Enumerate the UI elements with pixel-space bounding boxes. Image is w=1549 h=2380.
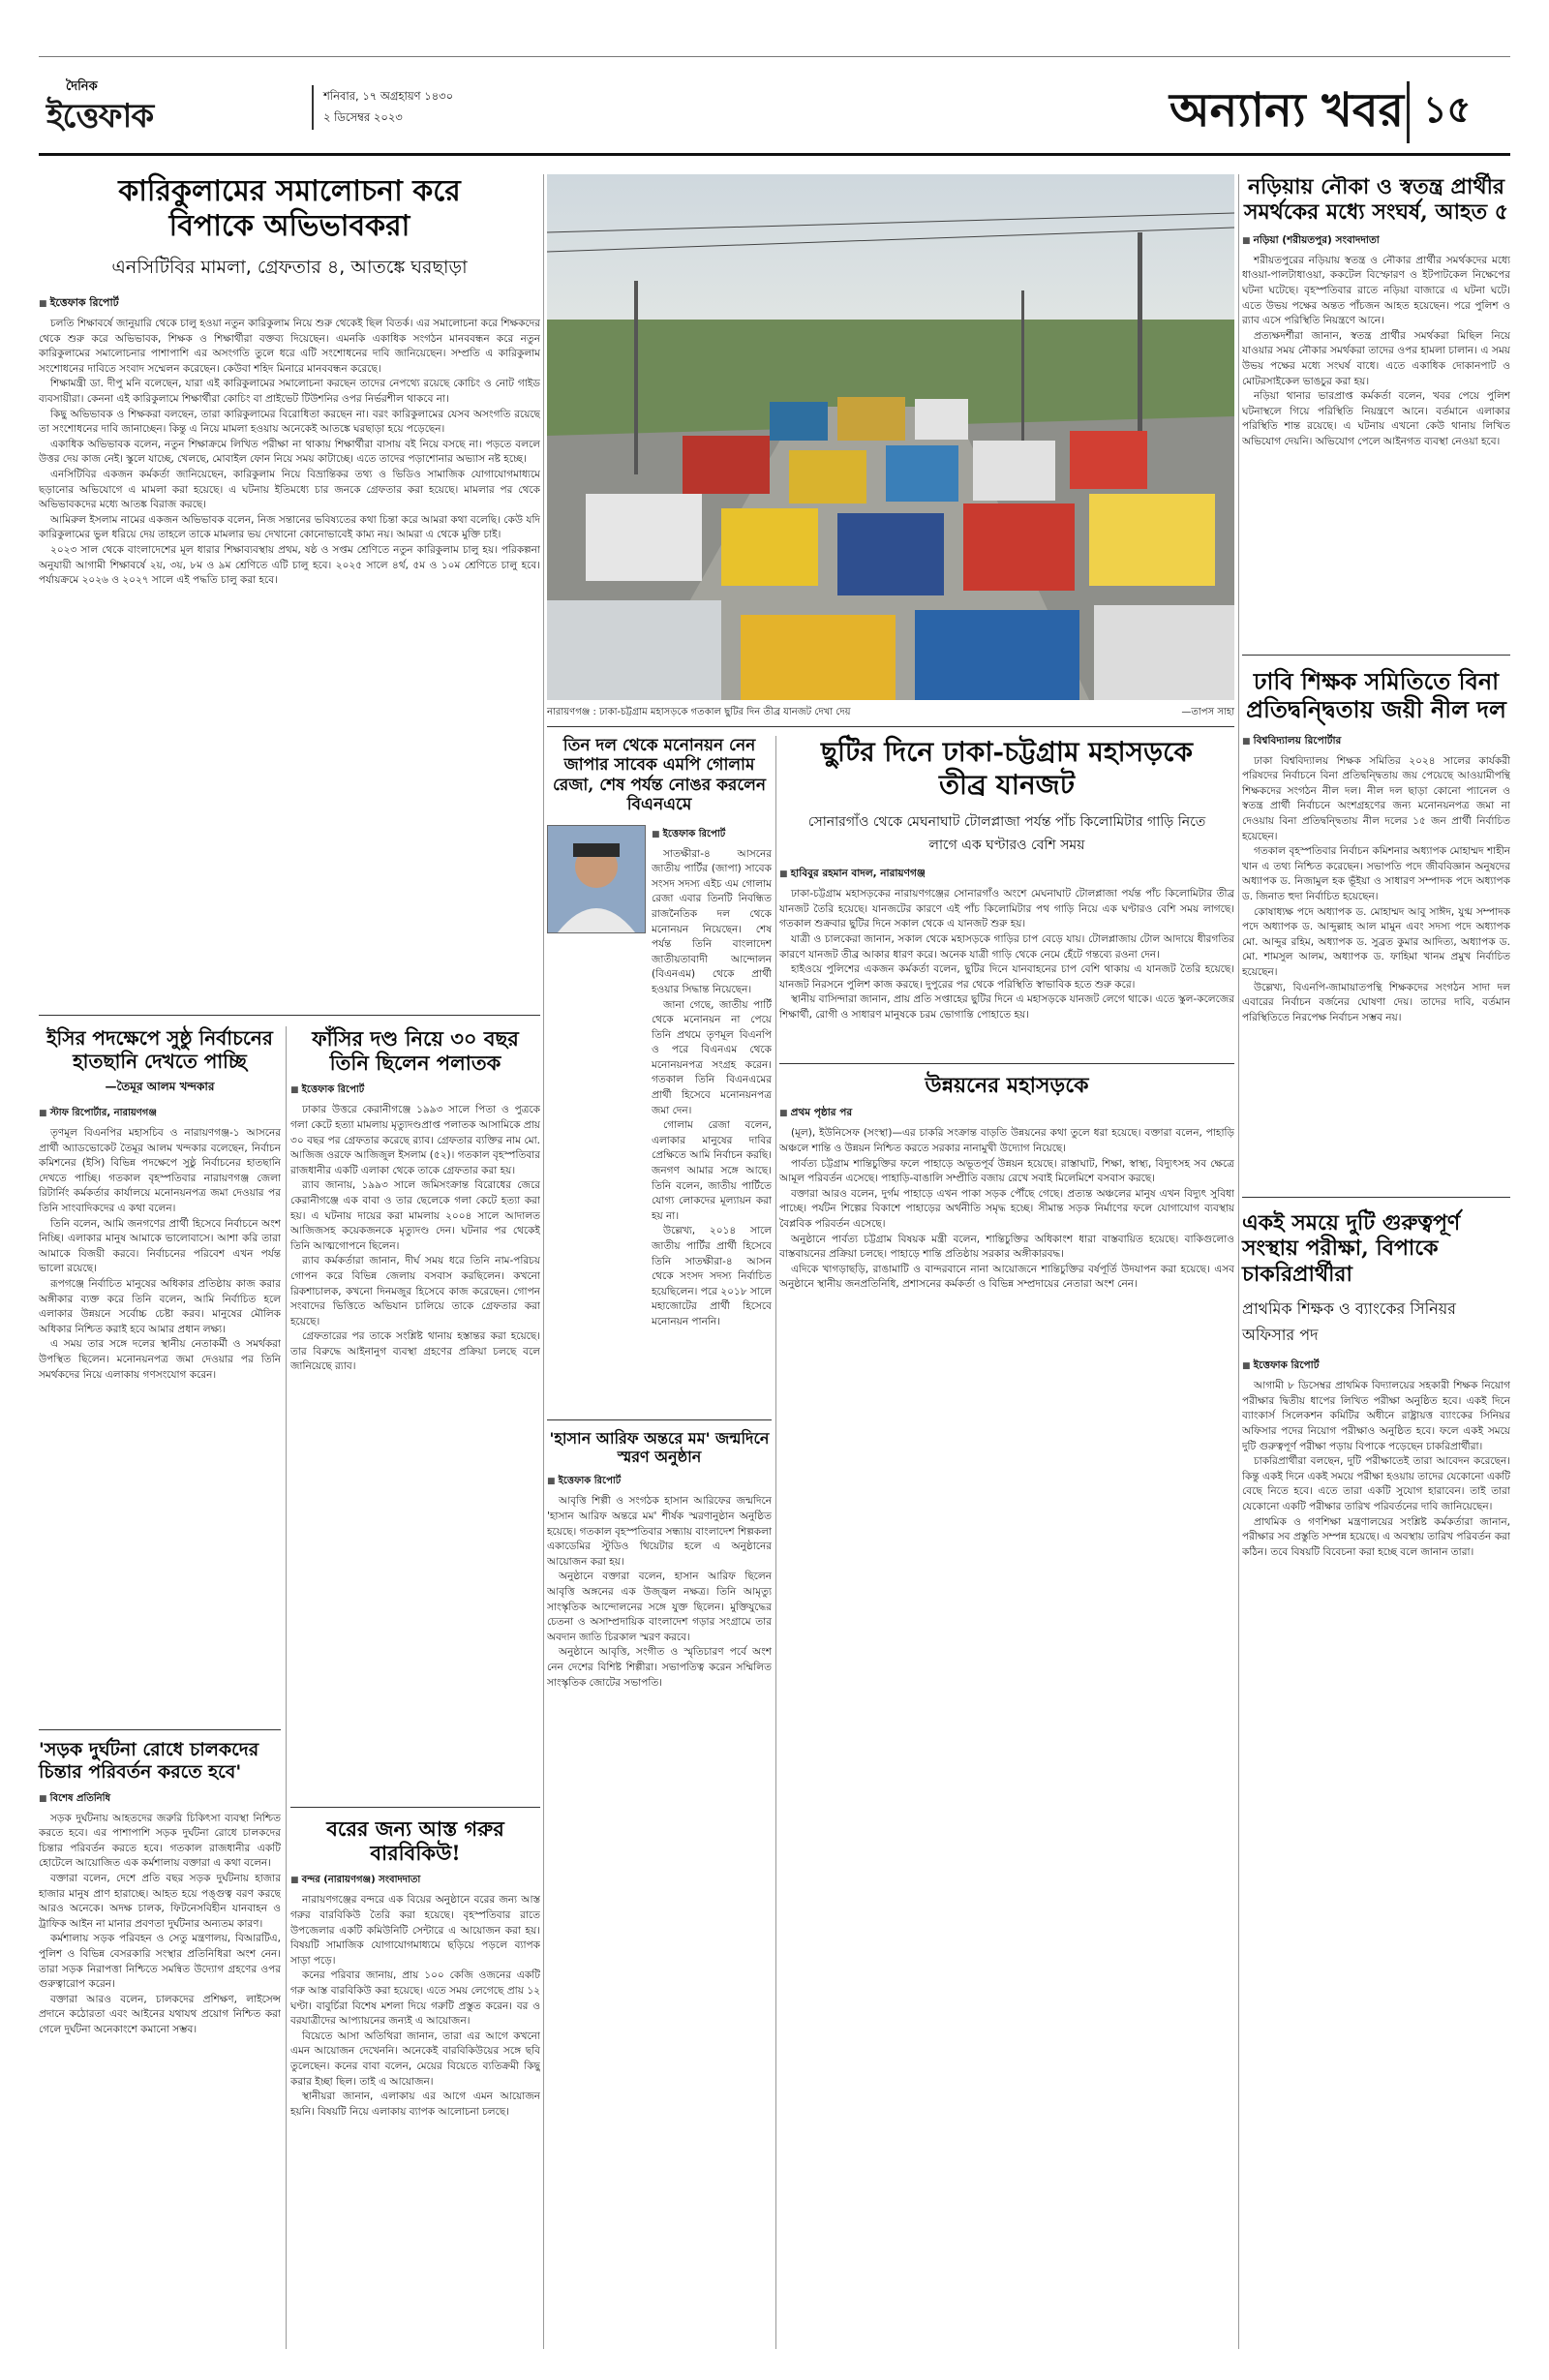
nadia-body <box>1242 254 1510 593</box>
nomination-para: জানা গেছে, জাতীয় পার্টি থেকে মনোনয়ন না পেয়ে তিনি প্রথমে তৃণমূল বিএনপি ও পরে বিএনএম থেকে মনোনয়নপত্র সংগ্রহ করেন। গতকাল তিনি বিএনএমের প্রার্থী হিসেবে মনোনয়নপত্র জমা দেন। <box>652 998 772 1116</box>
top-border <box>39 56 1510 57</box>
hasan-para: অনুষ্ঠানে বক্তারা বলেন, হাসান আরিফ ছিলেন আবৃত্তি অঙ্গনের এক উজ্জ্বল নক্ষত্র। তিনি আমৃত্যু সাংস্কৃতিক আন্দোলনের সঙ্গে যুক্ত ছিলেন। মুক্তিযুদ্ধের চেতনা ও অসাম্প্রদায়িক বাংলাদেশ গড়ার সংগ্রামে তার অবদান জাতি চিরকাল স্মরণ করবে। <box>547 1571 772 1643</box>
exam-body <box>1242 1379 1510 2308</box>
highway-para: হাইওয়ে পুলিশের একজন কর্মকর্তা বলেন, ছুটির দিনে যানবাহনের চাপ বেশি থাকায় এ যানজট তৈরি হয়েছে। যানজট নিরসনে পুলিশ কাজ করছে। দুপুরের পর থেকে পরিস্থিতি স্বাভাবিক হতে শুরু করে। <box>779 963 1234 991</box>
date-gregorian: ২ ডিসেম্বর ২০২৩ <box>323 110 403 124</box>
exam-para: প্রাথমিক ও গণশিক্ষা মন্ত্রণালয়ের সংশ্লিষ্ট কর্মকর্তারা জানান, পরীক্ষার সব প্রস্তুতি সম্পন্ন হয়েছে। এ অবস্থায় তারিখ পরিবর্তন করা কঠিন। তবে বিষয়টি বিবেচনা করা হচ্ছে বলে জানান তারা। <box>1242 1515 1510 1558</box>
hanging-body <box>290 1103 540 1771</box>
development-headline: উন্নয়নের মহাসড়কে <box>925 1073 1089 1098</box>
dhabi-story <box>1242 668 1510 1191</box>
highway-para: যাত্রী ও চালকেরা জানান, সকাল থেকে মহাসড়কে গাড়ির চাপ বেড়ে যায়। টোলপ্লাজায় টোল আদায়ে ধীরগতির কারণে যানজট তীব্র আকার ধারণ করে। অনেক যাত্রী গাড়ি থেকে নেমে হেঁটে গন্তব্যে রওনা দেন। <box>779 932 1234 961</box>
exam-headline: একই সময়ে দুটি গুরুত্বপূর্ণ সংস্থায় পরীক্ষা, বিপাকে চাকরিপ্রার্থীরা <box>1242 1210 1461 1287</box>
photo-caption <box>547 705 1234 721</box>
hanging-headline: ফাঁসির দণ্ড নিয়ে ৩০ বছর তিনি ছিলেন পলাতক <box>312 1026 519 1076</box>
lead-body <box>39 317 540 975</box>
newspaper-logo <box>46 77 298 136</box>
divider <box>779 1063 1234 1064</box>
development-para: অনুষ্ঠানে পার্বত্য চট্টগ্রাম বিষয়ক মন্ত্রী বলেন, শান্তিচুক্তির অধিকাংশ ধারা বাস্তবায়িত হয়েছে। বাকিগুলোও বাস্তবায়নের প্রক্রিয়া চলছে। পাহাড়ে শান্তি প্রতিষ্ঠায় সরকার অঙ্গীকারবদ্ধ। <box>779 1233 1234 1261</box>
hasan-para: অনুষ্ঠানে আবৃত্তি, সংগীত ও স্মৃতিচারণ পর্বে অংশ নেন দেশের বিশিষ্ট শিল্পীরা। সভাপতিত্ব করেন সম্মিলিত সাংস্কৃতিক জোটের সভাপতি। <box>547 1646 772 1689</box>
divider <box>1242 1197 1510 1198</box>
dhabi-para: কোষাধ্যক্ষ পদে অধ্যাপক ড. মোহাম্মদ আবু সাঈদ, যুগ্ম সম্পাদক পদে অধ্যাপক ড. আব্দুল্লাহ আল মামুন এবং সদস্য পদে অধ্যাপক মো. আব্দুর রহিম, অধ্যাপক ড. সুব্রত কুমার আদিত্য, অধ্যাপক ড. মো. শামসুল আলম, অধ্যাপক ড. ফাহিমা খানম প্রমুখ নির্বাচিত হয়েছেন। <box>1242 905 1510 978</box>
election-story <box>39 1026 281 1724</box>
traffic-photo <box>547 174 1234 700</box>
highway-subhead: সোনারগাঁও থেকে মেঘনাঘাট টোলপ্লাজা পর্যন্ত পাঁচ কিলোমিটার গাড়ি নিতে লাগে এক ঘণ্টারও বেশি সময় <box>807 814 1206 854</box>
nomination-byline: ■ ইত্তেফাক রিপোর্ট <box>547 827 772 843</box>
dhabi-para: গতকাল বৃহস্পতিবার নির্বাচন কমিশনার অধ্যাপক মোহাম্মদ শাহীন খান এ তথ্য নিশ্চিত করেছেন। সভাপতি পদে জীববিজ্ঞান অনুষদের অধ্যাপক ড. নিজামুল হক ভূঁইয়া ও সাধারণ সম্পাদক পদে অধ্যাপক ড. জিনাত হুদা নির্বাচিত হয়েছেন। <box>1242 845 1510 902</box>
road-story <box>39 1739 281 2349</box>
hanging-story <box>290 1026 540 1801</box>
election-para: তৃণমূল বিএনপির মহাসচিব ও নারায়ণগঞ্জ-১ আসনের প্রার্থী অ্যাডভোকেট তৈমূর আলম খন্দকার বলেছেন, নির্বাচন কমিশনের (ইসি) বিভিন্ন পদক্ষেপে সুষ্ঠু নির্বাচনের হাতছানি দেখতে পাচ্ছি। গতকাল বৃহস্পতিবার নারায়ণগঞ্জ জেলা রিটার্নিং কর্মকর্তার কার্যালয়ে মনোনয়নপত্র জমা দেওয়ার পর তিনি সাংবাদিকদের এ কথা বলেন। <box>39 1127 281 1214</box>
column-rule <box>1238 174 1239 2349</box>
exam-subhead: প্রাথমিক শিক্ষক ও ব্যাংকের সিনিয়র অফিসার পদ <box>1242 1299 1456 1345</box>
logo-title: ইত্তেফাক <box>46 97 154 136</box>
highway-para: ঢাকা-চট্টগ্রাম মহাসড়কের নারায়ণগঞ্জের সোনারগাঁও অংশে মেঘনাঘাট টোলপ্লাজা পর্যন্ত পাঁচ কিলোমিটার তীব্র যানজট তৈরি হয়েছে। যানজটের কারণে এই পাঁচ কিলোমিটার পথ গাড়ি নিয়ে এক ঘণ্টারও বেশি সময় লাগছে। গতকাল শুক্রবার ছুটির দিনে সকাল থেকে এ যানজট শুরু হয়। <box>779 888 1234 931</box>
cattle-story <box>290 1816 540 2349</box>
divider <box>39 1729 281 1730</box>
hasan-para: আবৃত্তি শিল্পী ও সংগঠক হাসান আরিফের জন্মদিনে 'হাসান আরিফ অন্তরে মম' শীর্ষক স্মরণানুষ্ঠান অনুষ্ঠিত হয়েছে। গতকাল বৃহস্পতিবার সন্ধ্যায় বাংলাদেশ শিল্পকলা একাডেমির স্টুডিও থিয়েটার হলে এ অনুষ্ঠানের আয়োজন করা হয়। <box>547 1495 772 1568</box>
cattle-byline: ■ বন্দর (নারায়ণগঞ্জ) সংবাদদাতা <box>290 1873 540 1889</box>
page-number: ১৫ <box>1407 81 1501 143</box>
hasan-headline: 'হাসান আরিফ অন্তরে মম' জন্মদিনে স্মরণ অনুষ্ঠান <box>549 1429 770 1467</box>
hanging-para: র‍্যাব জানায়, ১৯৯৩ সালে জমিসংক্রান্ত বিরোধের জেরে কেরানীগঞ্জে এক বাবা ও তার ছেলেকে গলা কেটে হত্যা করা হয়। এ ঘটনায় দায়ের করা মামলায় ২০০৪ সালে আদালত আজিজসহ কয়েকজনকে মৃত্যুদণ্ড দেন। ঘটনার পর থেকেই তিনি আত্মগোপনে ছিলেন। <box>290 1179 540 1252</box>
cattle-para: বিয়েতে আসা অতিথিরা জানান, তারা এর আগে কখনো এমন আয়োজন দেখেননি। অনেকেই বারবিকিউয়ের সঙ্গে ছবি তুলেছেন। কনের বাবা বলেন, মেয়ের বিয়েতে ব্যতিক্রমী কিছু করার ইচ্ছা ছিল। তাই এ আয়োজন। <box>290 2029 540 2088</box>
person-photo-icon <box>548 826 645 932</box>
lead-para: এনসিটিবির একজন কর্মকর্তা জানিয়েছেন, কারিকুলাম নিয়ে বিভ্রান্তিকর তথ্য ও ভিডিও সামাজিক যোগাযোগমাধ্যমে ছড়ানোর অভিযোগে এ মামলা করা হয়েছে। এ ঘটনায় ইতিমধ্যে চার জনকে গ্রেফতার করা হয়েছে। মামলার পর থেকে অভিভাবকদের মধ্যে আতঙ্ক বিরাজ করছে। <box>39 468 540 511</box>
nomination-para: সাতক্ষীরা-৪ আসনের জাতীয় পার্টির (জাপা) সাবেক সংসদ সদস্য এইচ এম গোলাম রেজা এবার তিনটি নিবন্ধিত রাজনৈতিক দল থেকে মনোনয়ন নিয়েছেন। শেষ পর্যন্ত তিনি বাংলাদেশ জাতীয়তাবাদী আন্দোলন (বিএনএম) থেকে প্রার্থী হওয়ার সিদ্ধান্ত নিয়েছেন। <box>652 847 772 995</box>
exam-para: চাকরিপ্রার্থীরা বলছেন, দুটি পরীক্ষাতেই তারা আবেদন করেছেন। কিন্তু একই দিনে একই সময়ে পরীক্ষা হওয়ায় তাদের যেকোনো একটি বেছে নিতে হবে। এতে তারা একটি সুযোগ হারাবেন। তাই তারা যেকোনো একটি পরীক্ষার তারিখ পরিবর্তনের দাবি জানিয়েছেন। <box>1242 1455 1510 1512</box>
column-rule <box>543 174 544 2349</box>
cattle-body <box>290 1893 540 2329</box>
highway-byline: ■ হাবিবুর রহমান বাদল, নারায়ণগঞ্জ <box>779 867 1234 883</box>
exam-byline: ■ ইত্তেফাক রিপোর্ট <box>1242 1358 1510 1375</box>
cattle-para: নারায়ণগঞ্জের বন্দরে এক বিয়ের অনুষ্ঠানে বরের জন্য আস্ত গরুর বারবিকিউ তৈরি করা হয়েছে। বৃহস্পতিবার রাতে উপজেলার একটি কমিউনিটি সেন্টারে এ আয়োজন করা হয়। বিষয়টি সামাজিক যোগাযোগমাধ্যমে ছড়িয়ে পড়লে ব্যাপক সাড়া পড়ে। <box>290 1894 540 1967</box>
lead-byline: ■ ইত্তেফাক রিপোর্ট <box>39 294 540 313</box>
nomination-para: গোলাম রেজা বলেন, এলাকার মানুষের দাবির প্রেক্ষিতে আমি নির্বাচন করছি। জনগণ আমার সঙ্গে আছে। তিনি বলেন, জাতীয় পার্টিতে যোগ্য লোকদের মূল্যায়ন করা হয় না। <box>652 1119 772 1222</box>
exam-para: আগামী ৮ ডিসেম্বর প্রাথমিক বিদ্যালয়ের সহকারী শিক্ষক নিয়োগ পরীক্ষার দ্বিতীয় ধাপের লিখিত পরীক্ষা অনুষ্ঠিত হবে। একই দিনে ব্যাংকার্স সিলেকশন কমিটির অধীনে রাষ্ট্রায়ত্ত ব্যাংকের সিনিয়র অফিসার পদের নিয়োগ পরীক্ষাও অনুষ্ঠিত হবে। ফলে একই সময়ে দুটি গুরুত্বপূর্ণ পরীক্ষা পড়ায় বিপাকে পড়েছেন চাকরিপ্রার্থীরা। <box>1242 1380 1510 1452</box>
lead-para: কিছু অভিভাবক ও শিক্ষকরা বলছেন, তারা কারিকুলামের বিরোধিতা করছেন না। বরং কারিকুলামের যেসব অসংগতি রয়েছে তা সংশোধনের দাবি জানাচ্ছেন। কিন্তু এ নিয়ে মামলা হওয়ায় অনেকেই আতঙ্কে ঘরছাড়া হয়ে পড়েছেন। <box>39 408 540 436</box>
development-para: (মূল), ইউনিসেফ (সংস্থা)—এর চাকরি সংক্রান্ত বাড়তি উন্নয়নের কথা তুলে ধরা হয়েছে। বক্তারা বলেন, পাহাড়ি অঞ্চলে শান্তি ও উন্নয়ন নিশ্চিত করতে সরকার নানামুখী উদ্যোগ নিয়েছে। <box>779 1127 1234 1154</box>
hasan-body <box>547 1494 772 2327</box>
lead-para: শিক্ষামন্ত্রী ডা. দীপু মনি বলেছেন, যারা এই কারিকুলামের সমালোচনা করছেন তাদের নেপথ্যে রয়েছে কোচিং ও নোট গাইড ব্যবসায়ীরা। কেননা এই কারিকুলামে শিক্ষার্থীরা কোচিং বা প্রাইভেট টিউশনির ওপর নির্ভরশীল থাকবে না। <box>39 378 540 405</box>
nadia-para: নড়িয়া থানার ভারপ্রাপ্ত কর্মকর্তা বলেন, খবর পেয়ে পুলিশ ঘটনাস্থলে গিয়ে পরিস্থিতি নিয়ন্ত্রণে আনে। বর্তমানে এলাকার পরিস্থিতি শান্ত রয়েছে। এ ঘটনায় এখনো কেউ থানায় লিখিত অভিযোগ দেয়নি। অভিযোগ পেলে আইনগত ব্যবস্থা নেওয়া হবে। <box>1242 390 1510 447</box>
dhabi-body <box>1242 754 1510 1142</box>
caption-text: নারায়ণগঞ্জ : ঢাকা-চট্টগ্রাম মহাসড়কে গতকাল ছুটির দিন তীব্র যানজট দেখা দেয় <box>547 707 851 717</box>
hasan-byline: ■ ইত্তেফাক রিপোর্ট <box>547 1474 772 1490</box>
lead-subhead: এনসিটিবির মামলা, গ্রেফতার ৪, আতঙ্কে ঘরছাড়া <box>111 257 468 278</box>
date-bengali: শনিবার, ১৭ অগ্রহায়ণ ১৪৩০ <box>323 89 454 103</box>
hanging-byline: ■ ইত্তেফাক রিপোর্ট <box>290 1083 540 1099</box>
highway-headline: ছুটির দিনে ঢাকা-চট্টগ্রাম মহাসড়কে তীব্র যানজট <box>821 736 1193 801</box>
nomination-story <box>547 736 772 1414</box>
lead-story <box>39 174 540 1007</box>
nadia-para: শরীয়তপুরের নড়িয়ায় স্বতন্ত্র ও নৌকার প্রার্থীর সমর্থকদের মধ্যে ধাওয়া-পালটাধাওয়া, ককটেল বিস্ফোরণ ও ইটপাটকেল নিক্ষেপের ঘটনা ঘটেছে। বৃহস্পতিবার রাতে নড়িয়া বাজারে এ ঘটনা ঘটে। এতে উভয় পক্ষের অন্তত পাঁচজন আহত হয়েছেন। পরে পুলিশ ও র‍্যাব এসে পরিস্থিতি নিয়ন্ত্রণে আনে। <box>1242 254 1510 327</box>
divider <box>547 726 1234 727</box>
road-para: কর্মশালায় সড়ক পরিবহন ও সেতু মন্ত্রণালয়, বিআরটিএ, পুলিশ ও বিভিন্ন বেসরকারি সংস্থার প্রতিনিধিরা অংশ নেন। তারা সড়ক নিরাপত্তা নিশ্চিতে সমন্বিত উদ্যোগ গ্রহণের ওপর গুরুত্বারোপ করেন। <box>39 1933 281 1991</box>
column-rule <box>286 1026 287 2349</box>
divider <box>290 1807 540 1808</box>
nomination-body <box>652 847 772 1370</box>
nomination-para: উল্লেখ্য, ২০১৪ সালে জাতীয় পার্টির প্রার্থী হিসেবে তিনি সাতক্ষীরা-৪ আসন থেকে সংসদ সদস্য নির্বাচিত হয়েছিলেন। পরে ২০১৮ সালে মহাজোটের প্রার্থী হিসেবে মনোনয়ন পাননি। <box>652 1225 772 1327</box>
hanging-para: ঢাকার উত্তরে কেরানীগঞ্জে ১৯৯৩ সালে পিতা ও পুত্রকে গলা কেটে হত্যা মামলায় মৃত্যুদণ্ডপ্রাপ্ত পলাতক আসামিকে প্রায় ৩০ বছর পর গ্রেফতার করেছে র‍্যাব। গ্রেফতার ব্যক্তির নাম মো. আজিজ ওরফে আজিজুল ইসলাম (৫২)। গতকাল বৃহস্পতিবার রাজধানীর একটি এলাকা থেকে তাকে গ্রেফতার করা হয়। <box>290 1104 540 1176</box>
road-para: বক্তারা আরও বলেন, চালকদের প্রশিক্ষণ, লাইসেন্স প্রদানে কঠোরতা এবং আইনের যথাযথ প্রয়োগ নিশ্চিত করা গেলে দুর্ঘটনা অনেকাংশে কমানো সম্ভব। <box>39 1993 281 2035</box>
development-para: এদিকে খাগড়াছড়ি, রাঙামাটি ও বান্দরবানে নানা আয়োজনে শান্তিচুক্তির বর্ষপূর্তি উদযাপন করা হয়েছে। এসব অনুষ্ঠানে স্থানীয় জনপ্রতিনিধি, প্রশাসনের কর্মকর্তা ও বিভিন্ন সম্প্রদায়ের নেতারা অংশ নেন। <box>779 1263 1234 1291</box>
column-rule <box>775 736 776 2349</box>
exam-story <box>1242 1210 1510 2353</box>
lead-headline: কারিকুলামের সমালোচনা করে বিপাকে অভিভাবকরা <box>118 174 461 243</box>
traffic-jam-image <box>547 174 1234 700</box>
election-body <box>39 1126 281 1688</box>
dhabi-headline: ঢাবি শিক্ষক সমিতিতে বিনা প্রতিদ্বন্দ্বিতায় জয়ী নীল দল <box>1246 667 1506 723</box>
divider <box>547 1419 772 1420</box>
photo-credit: —তাপস সাহা <box>1181 707 1234 717</box>
election-headline: ইসির পদক্ষেপে সুষ্ঠু নির্বাচনের হাতছানি দেখতে পাচ্ছি <box>46 1026 273 1073</box>
road-para: বক্তারা বলেন, দেশে প্রতি বছর সড়ক দুর্ঘটনায় হাজার হাজার মানুষ প্রাণ হারাচ্ছে। আহত হয়ে পঙ্গুত্ব বরণ করছে আরও অনেকে। অদক্ষ চালক, ফিটনেসবিহীন যানবাহন ও ট্রাফিক আইন না মানার প্রবণতা দুর্ঘটনার অন্যতম কারণ। <box>39 1872 281 1930</box>
lead-para: একাধিক অভিভাবক বলেন, নতুন শিক্ষাক্রমে লিখিত পরীক্ষা না থাকায় শিক্ষার্থীরা বাসায় বই নিয়ে বসছে না। পড়তে বললে উত্তর দেয় কাজ নেই। স্কুলে যাচ্ছে, খেলছে, মোবাইল ফোন নিয়ে সময় কাটাচ্ছে। এতে তাদের পড়াশোনার অভ্যাস নষ্ট হচ্ছে। <box>39 438 540 466</box>
hasan-story <box>547 1429 772 2349</box>
lead-para: আমিরুল ইসলাম নামের একজন অভিভাবক বলেন, নিজ সন্তানের ভবিষ্যতের কথা চিন্তা করে আমরা কথা বলেছি। কেউ যদি কারিকুলামের ভুল ধরিয়ে দেয় তাহলে তাকে মামলার ভয় দেখানো কোনোভাবেই কাম্য নয়। আমরা এ থেকে মুক্তি চাই। <box>39 513 540 541</box>
lead-para: ২০২৩ সাল থেকে বাংলাদেশের মূল ধারার শিক্ষাব্যবস্থায় প্রথম, ষষ্ঠ ও সপ্তম শ্রেণিতে নতুন কারিকুলাম চালু হয়। পরিকল্পনা অনুযায়ী আগামী শিক্ষাবর্ষে ২য়, ৩য়, ৮ম ও ৯ম শ্রেণিতে এটি চালু হবে। ২০২৫ সালে ৪র্থ, ৫ম ও ১০ম শ্রেণিতে চালু হবে। পর্যায়ক্রমে ২০২৬ ও ২০২৭ সালে এই পদ্ধতি চালু করা হবে। <box>39 543 540 587</box>
election-para: এ সময় তার সঙ্গে দলের স্থানীয় নেতাকর্মী ও সমর্থকরা উপস্থিত ছিলেন। মনোনয়নপত্র জমা দেওয়ার পর তিনি সমর্থকদের নিয়ে এলাকায় গণসংযোগ করেন। <box>39 1338 281 1381</box>
development-label: ■ প্রথম পৃষ্ঠার পর <box>779 1106 1234 1122</box>
divider <box>1242 655 1510 656</box>
nadia-byline: ■ নড়িয়া (শরীয়তপুর) সংবাদদাতা <box>1242 233 1510 250</box>
cattle-headline: বরের জন্য আস্ত গরুর বারবিকিউ! <box>326 1816 504 1866</box>
election-author: —তৈমূর আলম খন্দকার <box>105 1080 215 1093</box>
masthead <box>39 76 1510 143</box>
masthead-rule <box>39 153 1510 156</box>
development-para: পার্বত্য চট্টগ্রাম শান্তিচুক্তির ফলে পাহাড়ে অভূতপূর্ব উন্নয়ন হয়েছে। রাস্তাঘাট, শিক্ষা, স্বাস্থ্য, বিদ্যুৎসহ সব ক্ষেত্রে আমূল পরিবর্তন এসেছে। পাহাড়ি-বাঙালি সম্প্রীতি বজায় রেখে সবাই মিলেমিশে বসবাস করছে। <box>779 1157 1234 1185</box>
section-title: অন্যান্য খবর <box>1169 83 1404 137</box>
nomination-portrait <box>547 825 646 933</box>
date-block <box>312 85 536 130</box>
highway-para: স্থানীয় বাসিন্দারা জানান, প্রায় প্রতি সপ্তাহের ছুটির দিনে এ মহাসড়কে যানজট লেগে থাকে। এতে স্কুল-কলেজের শিক্ষার্থী, রোগী ও সাধারণ মানুষকে চরম ভোগান্তি পোহাতে হয়। <box>779 993 1234 1021</box>
nadia-story <box>1242 174 1510 649</box>
dhabi-byline: ■ বিশ্ববিদ্যালয় রিপোর্টার <box>1242 734 1510 750</box>
cattle-para: কনের পরিবার জানায়, প্রায় ১০০ কেজি ওজনের একটি গরু আস্ত বারবিকিউ করা হয়েছে। এতে সময় লেগেছে প্রায় ১২ ঘণ্টা। বাবুর্চিরা বিশেষ মশলা দিয়ে গরুটি প্রস্তুত করেন। বর ও বরযাত্রীদের আপ্যায়নের জন্যই এ আয়োজন। <box>290 1969 540 2028</box>
dhabi-para: উল্লেখ্য, বিএনপি-জামায়াতপন্থি শিক্ষকদের সংগঠন সাদা দল এবারের নির্বাচন বর্জনের ঘোষণা দেয়। তাদের দাবি, বর্তমান পরিস্থিতিতে নিরপেক্ষ নির্বাচন সম্ভব নয়। <box>1242 981 1510 1023</box>
divider <box>39 1015 540 1016</box>
nadia-headline: নড়িয়ায় নৌকা ও স্বতন্ত্র প্রার্থীর সমর্থকের মধ্যে সংঘর্ষ, আহত ৫ <box>1243 174 1509 226</box>
road-para: সড়ক দুর্ঘটনায় আহতদের জরুরি চিকিৎসা ব্যবস্থা নিশ্চিত করতে হবে। এর পাশাপাশি সড়ক দুর্ঘটনা রোধে চালকদের চিন্তার পরিবর্তন করতে হবে। গতকাল রাজধানীর একটি হোটেলে আয়োজিত এক কর্মশালায় বক্তারা এ কথা বলেন। <box>39 1812 281 1870</box>
election-para: রূপগঞ্জে নির্বাচিত মানুষের অধিকার প্রতিষ্ঠায় কাজ করার অঙ্গীকার ব্যক্ত করে তিনি বলেন, আমি নির্বাচিত হলে এলাকার উন্নয়নে সর্বোচ্চ চেষ্টা করব। মানুষের মৌলিক অধিকার নিশ্চিত করাই হবে আমার প্রধান লক্ষ্য। <box>39 1277 281 1335</box>
hanging-para: র‍্যাব কর্মকর্তারা জানান, দীর্ঘ সময় ধরে তিনি নাম-পরিচয় গোপন করে বিভিন্ন জেলায় বসবাস করছিলেন। কখনো রিকশাচালক, কখনো দিনমজুর হিসেবে কাজ করেছেন। গোপন সংবাদের ভিত্তিতে অভিযান চালিয়ে তাকে গ্রেফতার করা হয়েছে। <box>290 1255 540 1327</box>
development-body <box>779 1126 1234 2327</box>
development-story <box>779 1073 1234 2351</box>
dhabi-para: ঢাকা বিশ্ববিদ্যালয় শিক্ষক সমিতির ২০২৪ সালের কার্যকরী পরিষদের নির্বাচনে বিনা প্রতিদ্বন্দ্বিতায় জয় পেয়েছে আওয়ামীপন্থি শিক্ষকদের সংগঠন নীল দল। নীল দল ছাড়া কোনো প্যানেল ও স্বতন্ত্র প্রার্থী নির্বাচনে অংশগ্রহণের জন্য মনোনয়নপত্র জমা না দেওয়ায় বিনা প্রতিদ্বন্দ্বিতায় নীল দলের ১৫ জন প্রার্থী নির্বাচিত হয়েছেন। <box>1242 754 1510 842</box>
logo-prefix: দৈনিক <box>66 79 98 94</box>
road-body <box>39 1812 281 2315</box>
road-headline: 'সড়ক দুর্ঘটনা রোধে চালকদের চিন্তার পরিবর্তন করতে হবে' <box>39 1739 259 1783</box>
election-para: তিনি বলেন, আমি জনগণের প্রার্থী হিসেবে নির্বাচনে অংশ নিচ্ছি। এলাকার মানুষ আমাকে ভালোবাসে। আশা করি তারা আমাকে বিজয়ী করবে। নির্বাচনের পরিবেশ এখন পর্যন্ত ভালো রয়েছে। <box>39 1217 281 1275</box>
hanging-para: গ্রেফতারের পর তাকে সংশ্লিষ্ট থানায় হস্তান্তর করা হয়েছে। তার বিরুদ্ধে আইনানুগ ব্যবস্থা গ্রহণের প্রক্রিয়া চলছে বলে জানিয়েছে র‍্যাব। <box>290 1330 540 1373</box>
nomination-headline: তিন দল থেকে মনোনয়ন নেন জাপার সাবেক এমপি গোলাম রেজা, শেষ পর্যন্ত নোঙর করলেন বিএনএমে <box>552 736 767 815</box>
lead-para: চলতি শিক্ষাবর্ষে জানুয়ারি থেকে চালু হওয়া নতুন কারিকুলাম নিয়ে শুরু থেকেই ছিল বিতর্ক। এর সমালোচনা করে শিক্ষকদের থেকে শুরু করে অভিভাবক, শিক্ষক ও শিক্ষার্থীরা বক্তব্য দিয়েছেন। এমনকি একাধিক সংগঠন মানববন্ধন করে নতুন কারিকুলামের সমালোচনার পাশাপাশি এর অসংগতি তুলে ধরে এটি সংশোধনের দাবি জানিয়েছেন। সম্প্রতি এ কারিকুলাম সংশোধনের দাবিতে সংবাদ সম্মেলন করেছেন। কেউবা শহিদ মিনারে মানববন্ধন করেছে। <box>39 318 540 375</box>
nadia-para: প্রত্যক্ষদর্শীরা জানান, স্বতন্ত্র প্রার্থীর সমর্থকরা মিছিল নিয়ে যাওয়ার সময় নৌকার সমর্থকরা তাদের ওপর হামলা চালান। এ সময় উভয় পক্ষের মধ্যে সংঘর্ষ বাধে। এতে একাধিক দোকানপাট ও মোটরসাইকেল ভাঙচুর করা হয়। <box>1242 329 1510 387</box>
road-byline: ■ বিশেষ প্রতিনিধি <box>39 1791 281 1808</box>
election-byline: ■ স্টাফ রিপোর্টার, নারায়ণগঞ্জ <box>39 1106 281 1122</box>
development-para: বক্তারা আরও বলেন, দুর্গম পাহাড়ে এখন পাকা সড়ক পৌঁছে গেছে। প্রত্যন্ত অঞ্চলের মানুষ এখন বিদ্যুৎ সুবিধা পাচ্ছে। পর্যটন শিল্পের বিকাশে পাহাড়ের অর্থনীতি সমৃদ্ধ হচ্ছে। সীমান্ত সড়ক নির্মাণের ফলে যোগাযোগ ব্যবস্থায় বৈপ্লবিক পরিবর্তন এসেছে। <box>779 1187 1234 1230</box>
cattle-para: স্থানীয়রা জানান, এলাকায় এর আগে এমন আয়োজন হয়নি। বিষয়টি নিয়ে এলাকায় ব্যাপক আলোচনা চলছে। <box>290 2090 540 2118</box>
